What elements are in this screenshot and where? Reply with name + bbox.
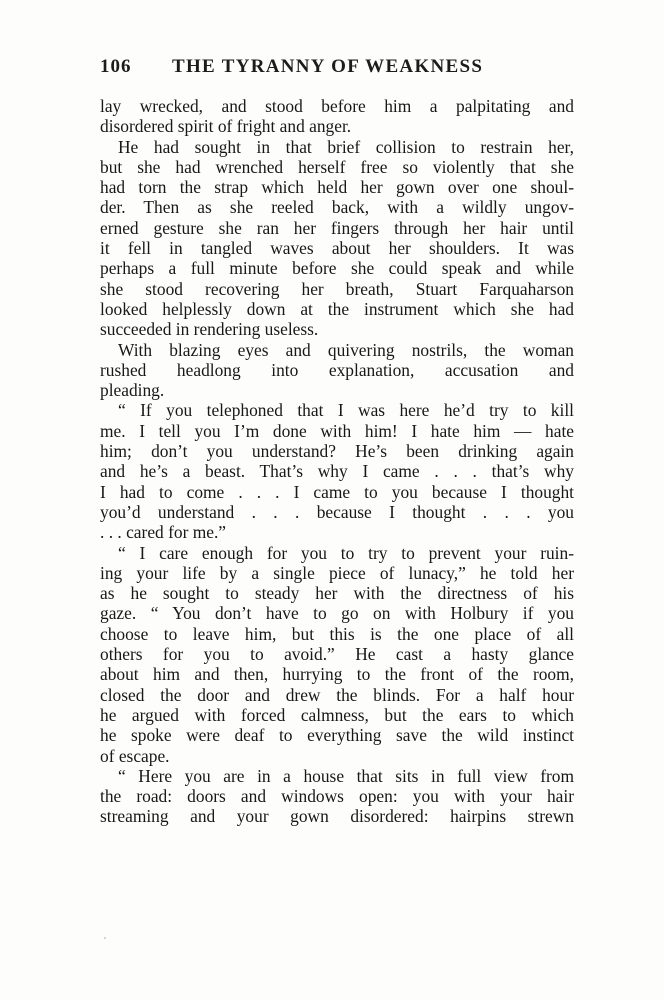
text-line: der. Then as she reeled back, with a wildly ungov-: [100, 197, 574, 218]
text-line: pleading.: [100, 380, 165, 401]
text-line: him; don’t you understand? He’s been drinking again: [100, 441, 574, 462]
text-line: lay wrecked, and stood before him a palpitating and: [100, 96, 574, 116]
text-line: With blazing eyes and quivering nostrils, the woman: [118, 339, 574, 360]
text-line: looked helplessly down at the instrument which she had: [100, 298, 574, 319]
text-line: erned gesture she ran her fingers through her hair until: [100, 217, 574, 238]
text-line: “ I care enough for you to try to prevent your ruin-: [118, 542, 574, 563]
text-line: closed the door and drew the blinds. For a half hour: [100, 684, 574, 705]
text-line: you’d understand . . . because I thought . . . you: [100, 501, 574, 522]
text-line: gaze. “ You don’t have to go on with Holbury if you: [100, 603, 574, 624]
text-line: . . . cared for me.”: [100, 522, 227, 543]
text-line: streaming and your gown disordered: hairpins strewn: [100, 806, 574, 827]
text-line: had torn the strap which held her gown over one shoul-: [100, 177, 574, 198]
text-line: and he’s a beast. That’s why I came . . . that’s why: [100, 461, 574, 482]
text-line: He had sought in that brief collision to restrain her,: [118, 136, 574, 157]
text-line: “ Here you are in a house that sits in full view from: [118, 765, 574, 786]
text-line: “ If you telephoned that I was here he’d try to kill: [118, 400, 574, 421]
text-line: me. I tell you I’m done with him! I hate him — hate: [100, 420, 574, 441]
text-line: rushed headlong into explanation, accusation and: [100, 359, 574, 380]
text-line: choose to leave him, but this is the one place of all: [100, 623, 574, 644]
text-line: perhaps a full minute before she could speak and while: [100, 258, 574, 279]
text-line: of escape.: [100, 745, 170, 766]
text-line: he spoke were deaf to everything save the wild instinct: [100, 725, 574, 746]
text-line: succeeded in rendering useless.: [100, 319, 319, 340]
text-line: it fell in tangled waves about her shoulders. It was: [100, 238, 574, 259]
running-head: [100, 56, 576, 86]
page-number: 106: [100, 56, 132, 77]
text-line: as he sought to steady her with the directness of his: [100, 583, 574, 604]
text-line: he argued with forced calmness, but the ears to which: [100, 704, 574, 725]
text-line: about him and then, hurrying to the front of the room,: [100, 664, 574, 685]
text-line: but she had wrenched herself free so violently that she: [100, 156, 574, 177]
running-title: THE TYRANNY OF WEAKNESS: [172, 56, 484, 77]
paper-speck: [104, 937, 106, 939]
text-line: she stood recovering her breath, Stuart Farquaharson: [100, 278, 574, 299]
text-line: the road: doors and windows open: you with your hair: [100, 786, 574, 807]
text-line: I had to come . . . I came to you because I thought: [100, 481, 574, 502]
text-line: others for you to avoid.” He cast a hasty glance: [100, 644, 574, 665]
text-line: ing your life by a single piece of lunacy,” he told her: [100, 562, 574, 583]
body-text: [100, 96, 574, 827]
text-line: disordered spirit of fright and anger.: [100, 116, 352, 137]
